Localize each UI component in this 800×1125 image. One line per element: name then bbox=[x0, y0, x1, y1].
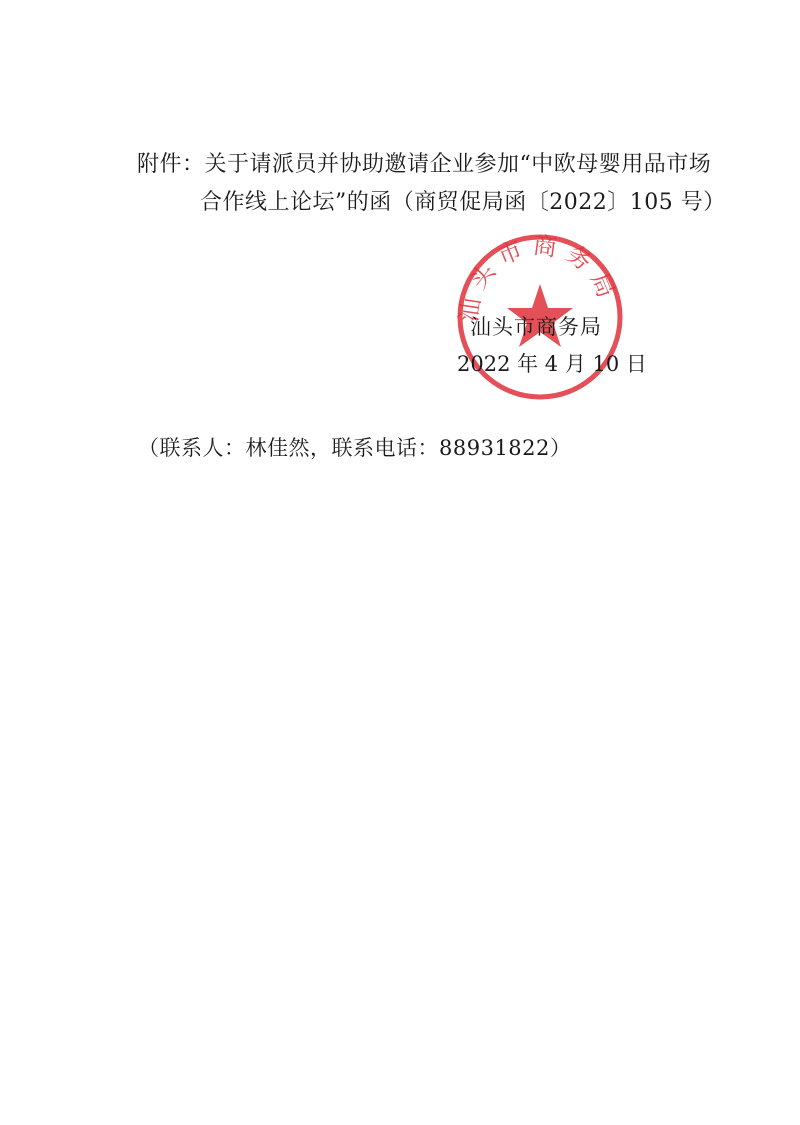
svg-text:汕头市商务局: 汕头市商务局 bbox=[455, 232, 624, 324]
attachment-line-2: 合作线上论坛”的函（商贸促局函〔2022〕105 号） bbox=[200, 190, 726, 215]
signature-date: 2022 年 4 月 10 日 bbox=[457, 352, 647, 376]
attachment-line-1: 附件：关于请派员并协助邀请企业参加“中欧母婴用品市场 bbox=[137, 152, 712, 177]
signature-org-name: 汕头市商务局 bbox=[470, 315, 602, 339]
contact-info: （联系人：林佳然，联系电话：88931822） bbox=[138, 436, 572, 460]
